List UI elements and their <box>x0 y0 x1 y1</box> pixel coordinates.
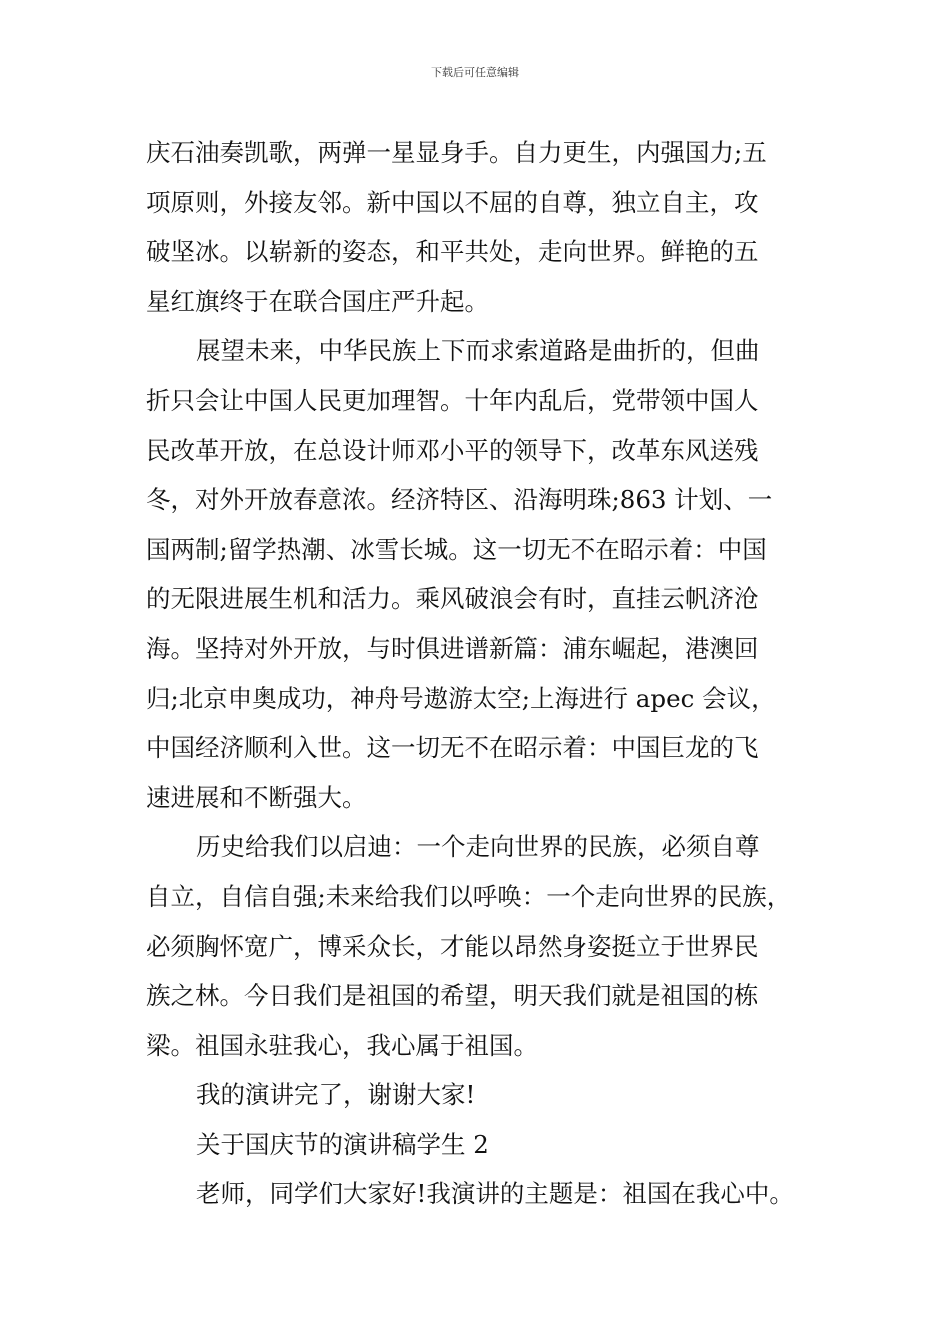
paragraph-first-line: 历史给我们以启迪：一个走向世界的民族，必须自尊 <box>196 832 760 862</box>
paragraph-first-line: 展望未来，中华民族上下而求索道路是曲折的，但曲 <box>196 336 760 366</box>
text-line: 折只会让中国人民更加理智。十年内乱后，党带领中国人 <box>146 385 759 415</box>
text-line: 庆石油奏凯歌，两弹一星显身手。自力更生，内强国力;五 <box>146 138 767 167</box>
text-line: 星红旗终于在联合国庄严升起。 <box>146 286 489 316</box>
text-line: 梁。祖国永驻我心，我心属于祖国。 <box>146 1030 538 1060</box>
text-line: 项原则，外接友邻。新中国以不屈的自尊，独立自主，攻 <box>146 187 759 217</box>
document-body <box>146 128 826 1219</box>
text-line: 中国经济顺利入世。这一切无不在昭示着：中国巨龙的飞 <box>146 733 759 763</box>
page-header: 下载后可任意编辑 <box>431 66 519 79</box>
text-line: 自立，自信自强;未来给我们以呼唤：一个走向世界的民族， <box>146 881 792 911</box>
text-line: 冬，对外开放春意浓。经济特区、沿海明珠;863 计划、一 <box>146 485 773 515</box>
text-line: 民改革开放，在总设计师邓小平的领导下，改革东风送残 <box>146 435 759 465</box>
text-line: 破坚冰。以崭新的姿态，和平共处，走向世界。鲜艳的五 <box>146 237 759 267</box>
text-line: 国两制;留学热潮、冰雪长城。这一切无不在昭示着：中国 <box>146 534 767 564</box>
text-line: 族之林。今日我们是祖国的希望，明天我们就是祖国的栋 <box>146 981 759 1011</box>
paragraph-first-line: 老师，同学们大家好!我演讲的主题是：祖国在我心中。 <box>196 1179 794 1209</box>
text-line: 海。坚持对外开放，与时俱进谱新篇：浦东崛起，港澳回 <box>146 633 759 663</box>
closing-line: 我的演讲完了，谢谢大家! <box>196 1080 476 1110</box>
text-line: 速进展和不断强大。 <box>146 782 367 812</box>
text-line: 必须胸怀宽广，博采众长，才能以昂然身姿挺立于世界民 <box>146 931 759 961</box>
text-line: 归;北京申奥成功，神舟号遨游太空;上海进行 apec 会议， <box>146 683 776 713</box>
text-line: 的无限进展生机和活力。乘风破浪会有时，直挂云帆济沧 <box>146 584 759 614</box>
section-title: 关于国庆节的演讲稿学生 2 <box>196 1129 489 1159</box>
